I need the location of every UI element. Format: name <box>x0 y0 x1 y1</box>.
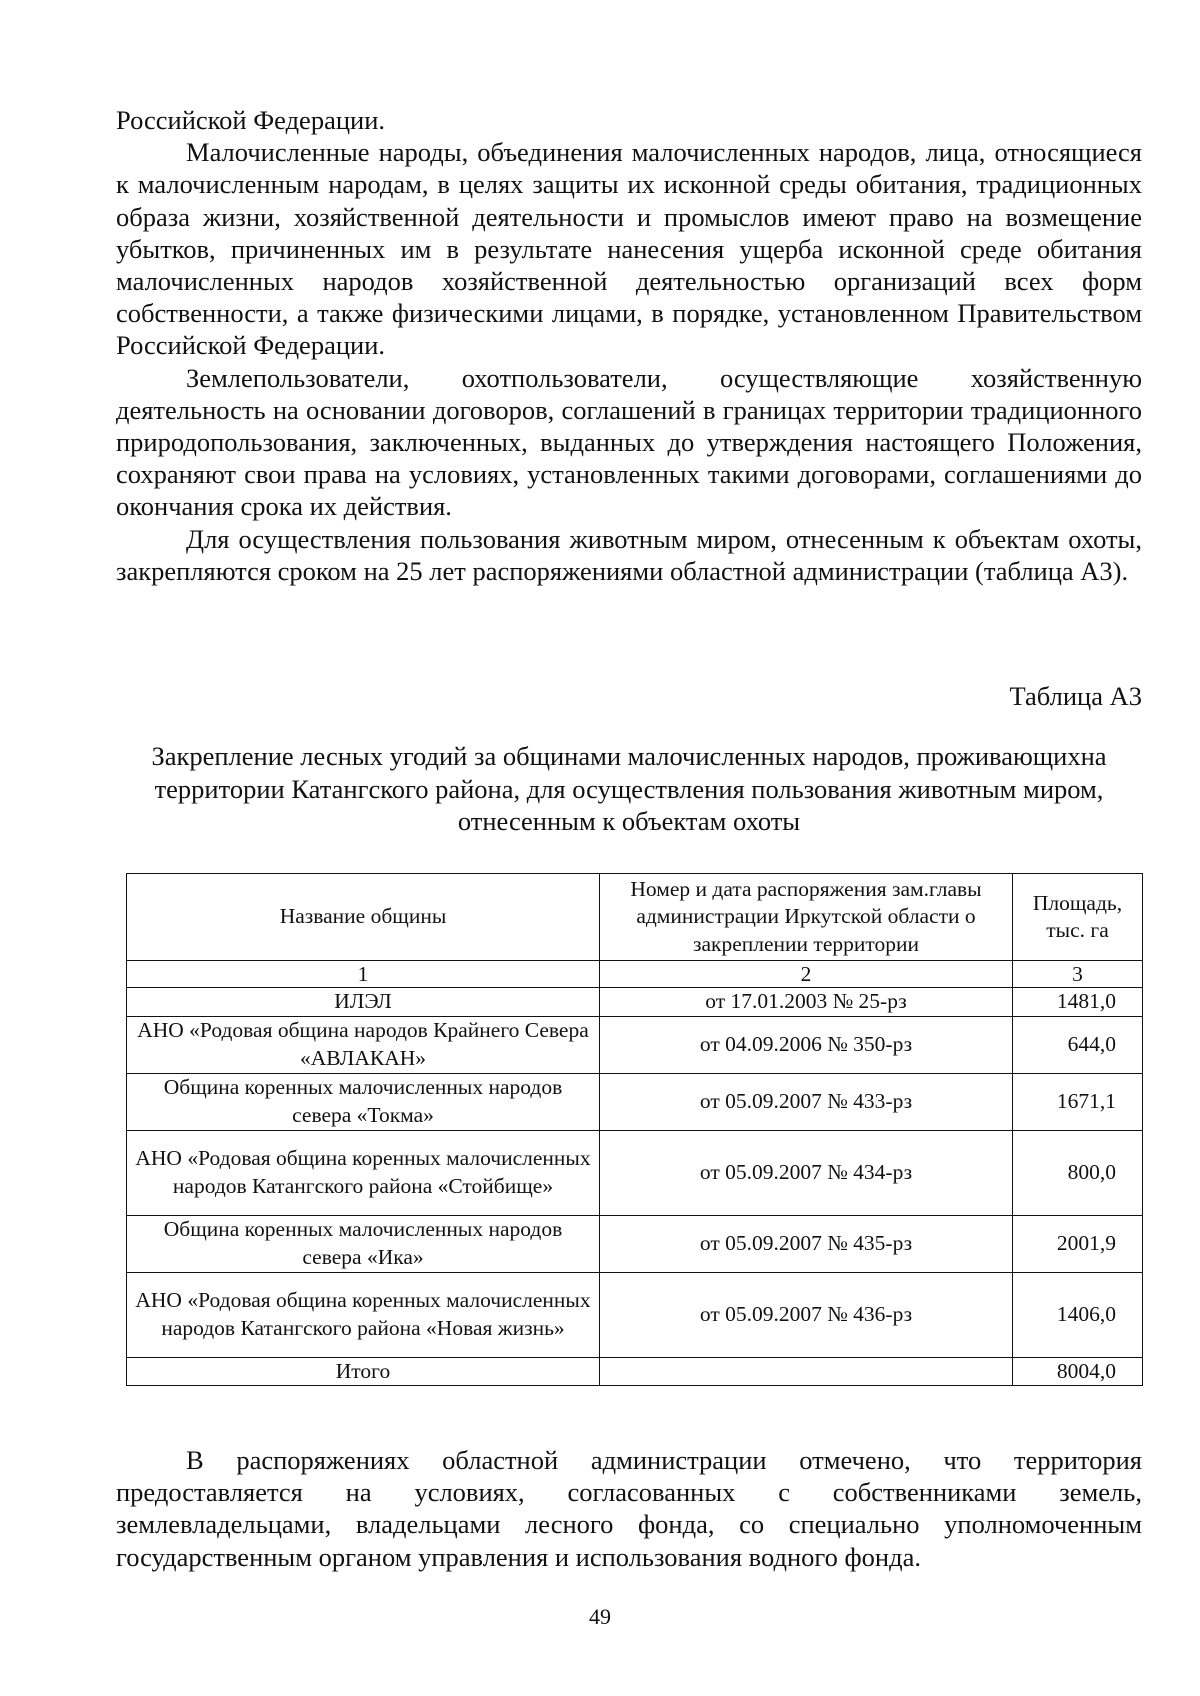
table-row <box>127 1016 1143 1073</box>
table-row <box>127 1073 1143 1130</box>
area-cell: 800,0 <box>1013 1130 1143 1215</box>
community-name-cell: АНО «Родовая община коренных малочисленных народов Катангского района «Новая жизнь» <box>127 1272 600 1357</box>
order-cell: от 05.09.2007 № 435-рз <box>600 1215 1013 1272</box>
table-row <box>127 1272 1143 1357</box>
community-name-cell: ИЛЭЛ <box>127 988 600 1017</box>
table-row <box>127 1215 1143 1272</box>
column-number: 1 <box>127 961 600 988</box>
table-label: Таблица А3 <box>1009 681 1142 711</box>
community-name-cell: Община коренных малочисленных народов севера «Ика» <box>127 1215 600 1272</box>
area-cell: 1406,0 <box>1013 1272 1143 1357</box>
header-community-name: Название общины <box>127 874 600 961</box>
table-row <box>127 988 1143 1017</box>
area-cell: 644,0 <box>1013 1016 1143 1073</box>
intro-text <box>116 104 1142 587</box>
closing-text <box>116 1444 1142 1573</box>
order-cell: от 05.09.2007 № 434-рз <box>600 1130 1013 1215</box>
order-cell: от 05.09.2007 № 433-рз <box>600 1073 1013 1130</box>
area-cell: 1481,0 <box>1013 988 1143 1017</box>
column-number: 3 <box>1013 961 1143 988</box>
closing-paragraph: В распоряжениях областной администрации отмечено, что территория предоставляется на условиях, согласованных с собственниками земель, землевладельцами, владельцами лесного фонда, со специально уполномоченным государственным органом управления и использования водного фонда. <box>116 1445 1142 1572</box>
allocation-table <box>126 873 1143 1386</box>
header-order-number-date: Номер и дата распоряжения зам.главы администрации Иркутской области о закреплении территории <box>600 874 1013 961</box>
column-number: 2 <box>600 961 1013 988</box>
area-cell: 2001,9 <box>1013 1215 1143 1272</box>
order-cell: от 05.09.2007 № 436-рз <box>600 1272 1013 1357</box>
column-number-row <box>127 961 1143 988</box>
order-cell: от 04.09.2006 № 350-рз <box>600 1016 1013 1073</box>
community-name-cell: Община коренных малочисленных народов севера «Токма» <box>127 1073 600 1130</box>
area-cell: 1671,1 <box>1013 1073 1143 1130</box>
intro-paragraph-1: Малочисленные народы, объединения малочисленных народов, лица, относящиеся к малочисленным народам, в целях защиты их исконной среды обитания, традиционных образа жизни, хозяйственной деятельности и промыслов имеют право на возмещение убытков, причиненных им в результате нанесения ущерба исконной среде обитания малочисленных народов хозяйственной деятельностью организаций всех форм собственности, а также физическими лицами, в порядке, установленном Правительством Российской Федерации. <box>116 137 1142 361</box>
community-name-cell: АНО «Родовая община коренных малочисленных народов Катангского района «Стойбище» <box>127 1130 600 1215</box>
intro-paragraph-3: Для осуществления пользования животным миром, отнесенным к объектам охоты, закрепляются сроком на 25 лет распоряжениями областной администрации (таблица А3). <box>116 523 1142 586</box>
total-label-cell: Итого <box>127 1357 600 1386</box>
community-name-cell: АНО «Родовая община народов Крайнего Севера «АВЛАКАН» <box>127 1016 600 1073</box>
table-row <box>127 1130 1143 1215</box>
page-number: 49 <box>589 1604 611 1629</box>
total-empty-cell <box>600 1357 1013 1386</box>
header-area: Площадь, тыс. га <box>1013 874 1143 961</box>
table-caption: Закрепление лесных угодий за общинами малочисленных народов, проживающихна территории Катангского района, для осуществления пользования животным миром, отнесенным к объектам охоты <box>151 741 1107 836</box>
intro-paragraph-0: Российской Федерации. <box>116 105 385 135</box>
intro-paragraph-2: Землепользователи, охотпользователи, осуществляющие хозяйственную деятельность на основании договоров, соглашений в границах территории традиционного природопользования, заключенных, выданных до утверждения настоящего Положения, сохраняют свои права на условиях, установленных такими договорами, соглашениями до окончания срока их действия. <box>116 362 1142 522</box>
table-header-row <box>127 874 1143 961</box>
table-total-row <box>127 1357 1143 1386</box>
total-area-cell: 8004,0 <box>1013 1357 1143 1386</box>
order-cell: от 17.01.2003 № 25-рз <box>600 988 1013 1017</box>
